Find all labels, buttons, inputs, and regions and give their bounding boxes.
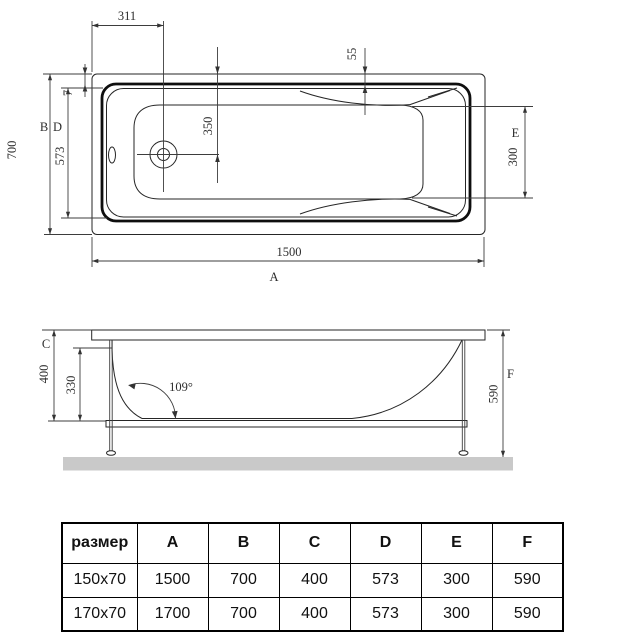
col-header-a: A [137, 523, 208, 563]
dim-label-311: 311 [117, 9, 137, 23]
dim-label-573: 573 [53, 146, 67, 166]
rim-slab [92, 330, 485, 340]
col-header-b: B [208, 523, 279, 563]
table-header-row [62, 523, 563, 563]
dim-label-c: C [41, 337, 51, 351]
top-view [5, 9, 533, 284]
slope-sweep-bottom [300, 199, 410, 214]
cell-size-150x70: 150x70 [62, 563, 137, 597]
cell-value: 590 [492, 597, 563, 631]
cell-value: 400 [279, 563, 350, 597]
dim-label-55: 55 [345, 47, 359, 61]
col-header-e: E [421, 523, 492, 563]
arrow-7-top [83, 68, 88, 75]
tub-floor-outline [134, 105, 423, 199]
right-foot [459, 451, 468, 456]
cell-value: 400 [279, 597, 350, 631]
dim-label-e: E [511, 126, 520, 140]
dim-label-a: A [269, 270, 279, 284]
dim-label-330: 330 [64, 375, 78, 395]
dim-label-1500: 1500 [276, 245, 302, 259]
dim-label-7: 7 [61, 89, 75, 97]
left-wall-profile [112, 340, 142, 419]
cell-value: 1700 [137, 597, 208, 631]
col-header-c: C [279, 523, 350, 563]
col-header-size: размер [62, 523, 137, 563]
arrow-350-top [215, 67, 220, 75]
cell-value: 300 [421, 597, 492, 631]
dim-label-d: D [52, 120, 63, 134]
cell-value: 700 [208, 563, 279, 597]
slope-corner-line-bottom [428, 207, 457, 216]
right-wall-profile [352, 340, 462, 419]
slope-diagonal-top [410, 91, 450, 105]
dim-label-590: 590 [486, 384, 501, 404]
cell-value: 300 [421, 563, 492, 597]
arrow-350-bottom [215, 155, 220, 163]
dim-label-300: 300 [506, 147, 520, 167]
cell-value: 590 [492, 563, 563, 597]
floor-ground [63, 457, 513, 471]
table-row [62, 597, 563, 631]
left-foot [107, 451, 116, 456]
slope-diagonal-bottom [410, 199, 450, 213]
slope-sweep-top [300, 91, 410, 105]
cell-value: 700 [208, 597, 279, 631]
frame-rail [106, 421, 467, 428]
col-header-d: D [350, 523, 421, 563]
cell-value: 573 [350, 563, 421, 597]
overflow-hole [109, 147, 116, 163]
dim-label-b: B [39, 120, 49, 134]
col-header-f: F [492, 523, 563, 563]
dim-label-f: F [507, 367, 514, 381]
arrow-55-top [363, 67, 368, 75]
arrow-55-bottom [363, 86, 368, 94]
dim-label-400: 400 [37, 364, 51, 384]
slope-corner-line-top [428, 88, 457, 97]
side-view [37, 330, 514, 471]
cell-value: 573 [350, 597, 421, 631]
dim-label-350: 350 [201, 116, 215, 136]
cell-value: 1500 [137, 563, 208, 597]
cell-size-170x70: 170x70 [62, 597, 137, 631]
dim-label-109: 109° [169, 380, 193, 394]
table-row [62, 563, 563, 597]
dim-label-700: 700 [5, 140, 19, 160]
angle-arrow-right [172, 411, 178, 419]
size-table [61, 522, 564, 632]
